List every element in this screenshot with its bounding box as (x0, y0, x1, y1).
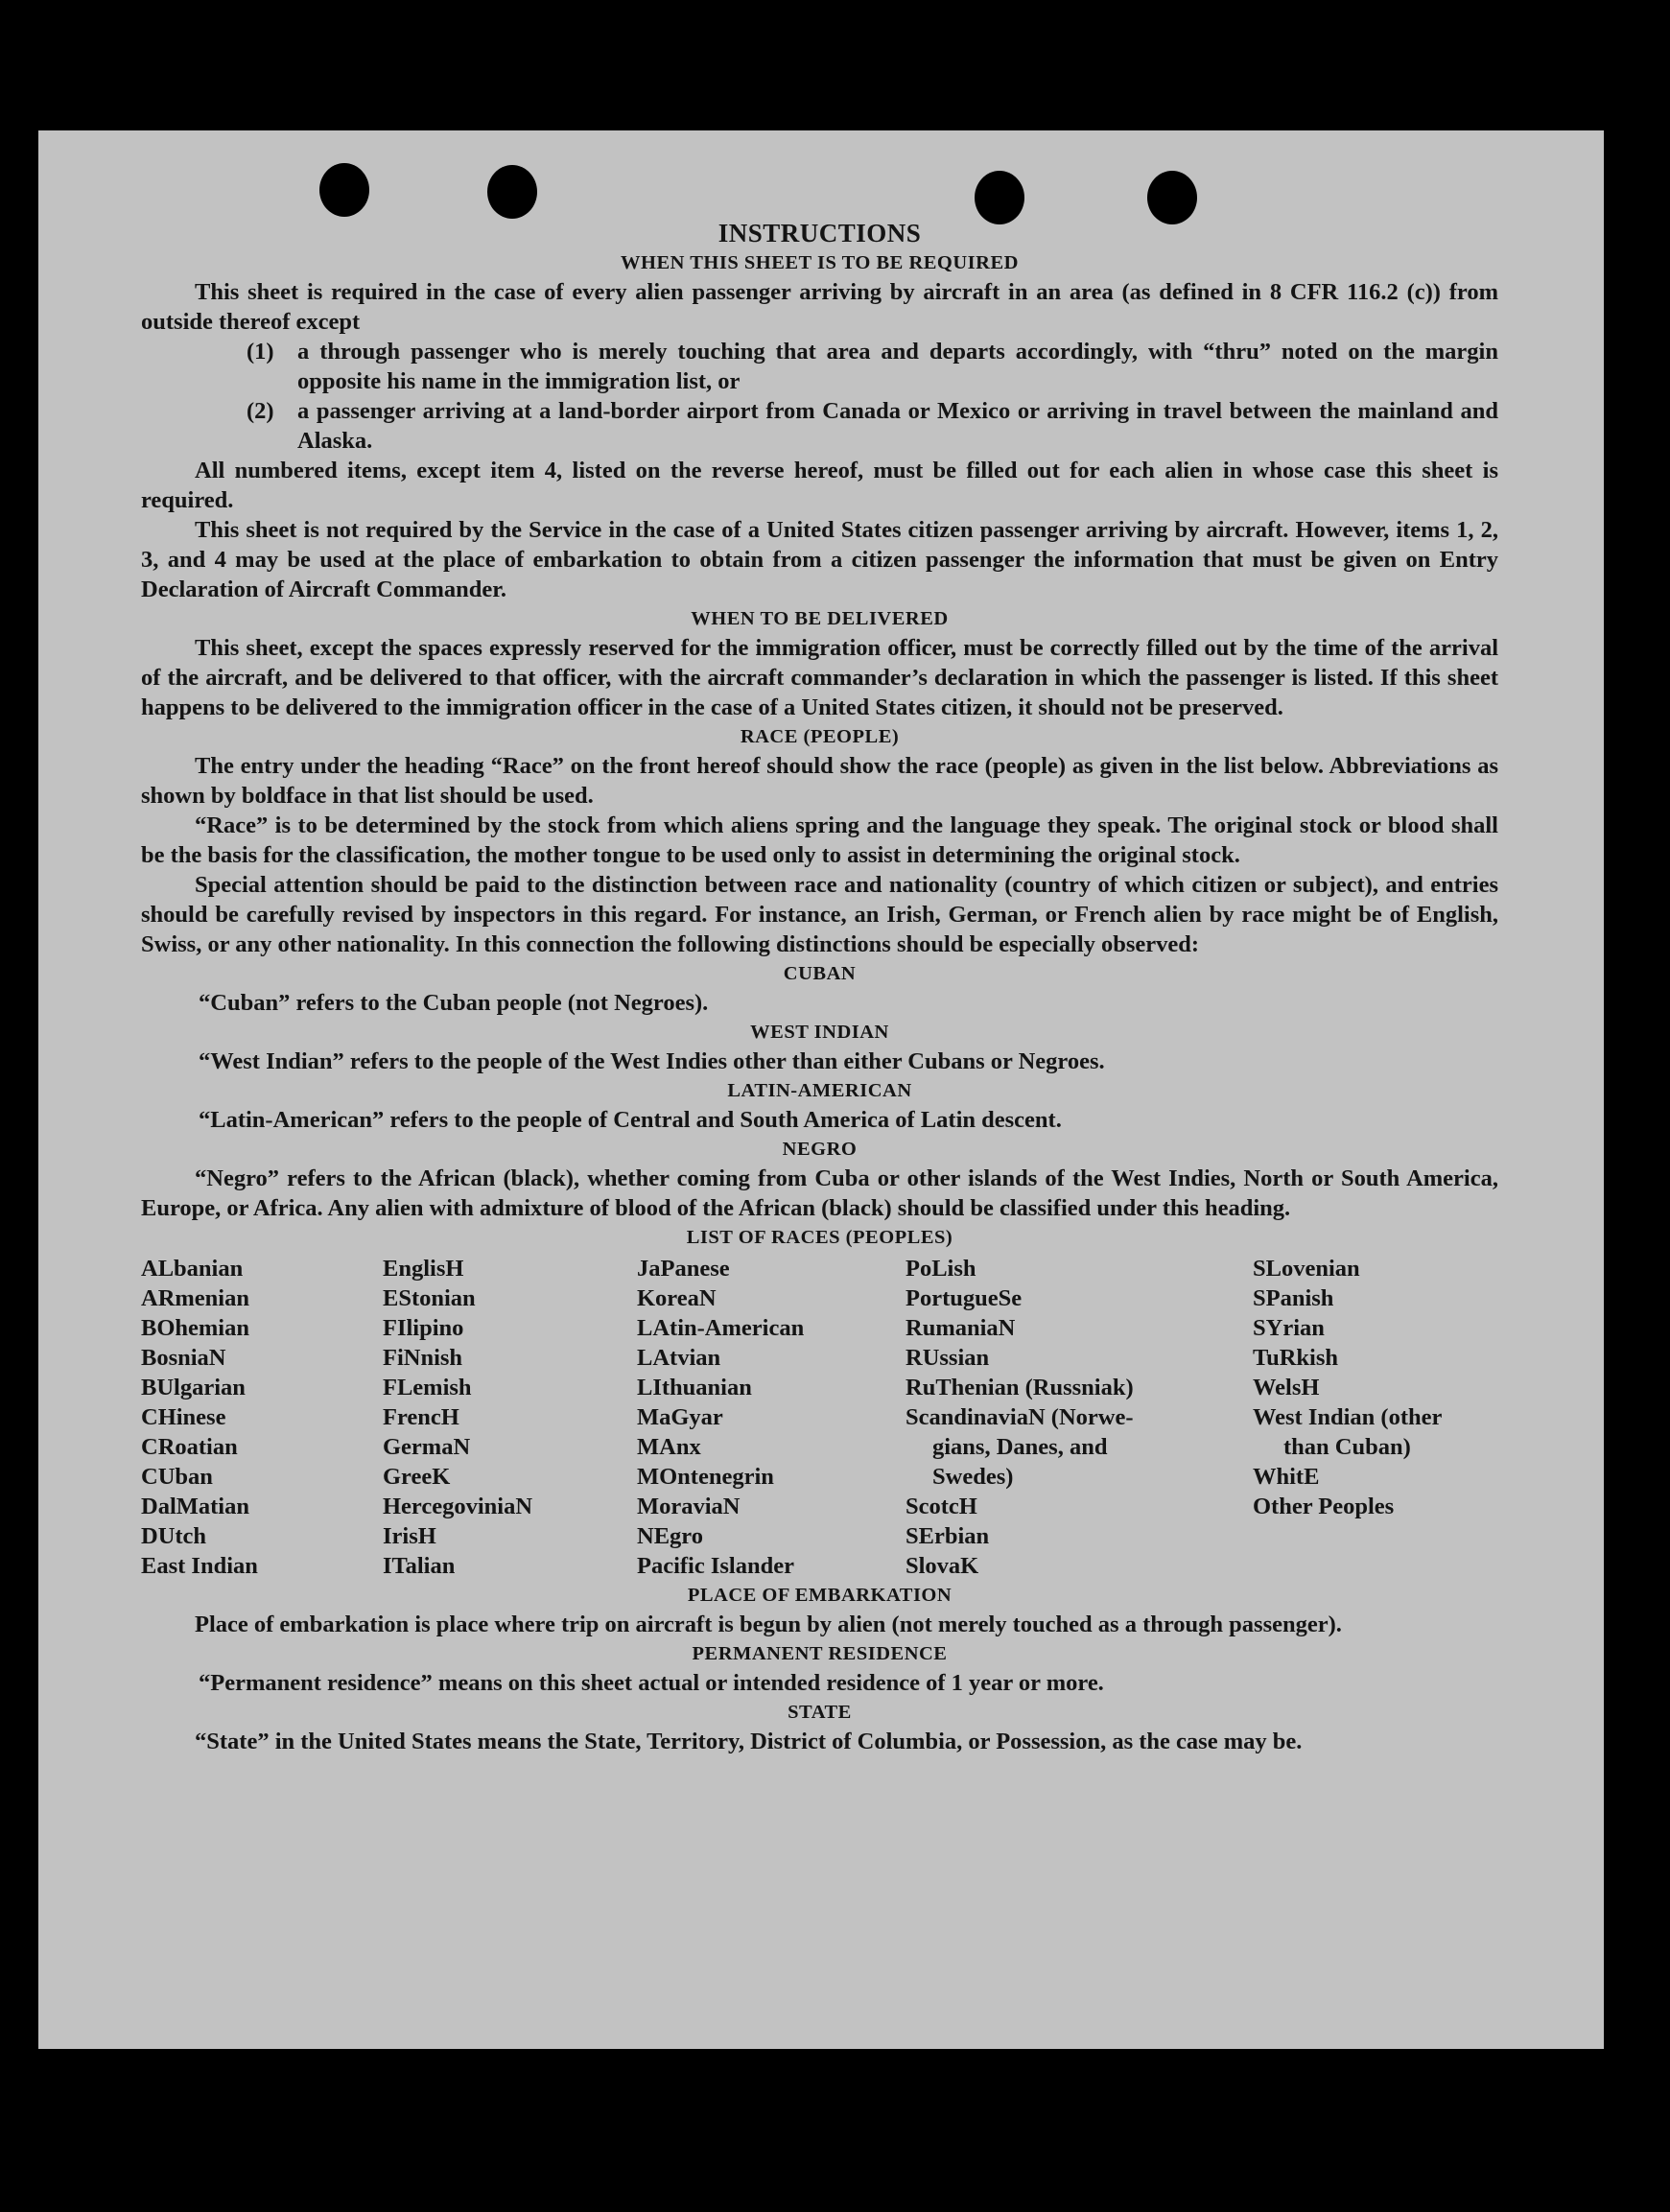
race-item: SlovaK (906, 1553, 979, 1579)
punch-hole (487, 165, 537, 219)
instructions-content (141, 219, 1498, 1756)
races-list (141, 1254, 1498, 1581)
race-item: NEgro (637, 1523, 703, 1549)
exception-item-1 (141, 337, 1498, 396)
heading-state: STATE (788, 1702, 852, 1723)
race-para-1: The entry under the heading “Race” on the front hereof should show the race (people) as given in the list below. Abbreviations as shown by boldface in that list should be used. (141, 753, 1498, 809)
race-item: LAtin-American (637, 1315, 805, 1341)
race-item: WelsH (1253, 1375, 1320, 1400)
race-item: MaGyar (637, 1404, 723, 1430)
races-column-2 (383, 1254, 637, 1581)
race-item: LAtvian (637, 1345, 721, 1371)
race-item: BosniaN (141, 1345, 226, 1371)
race-item: ITalian (383, 1553, 456, 1579)
race-item: EStonian (383, 1285, 476, 1311)
race-item: ScandinaviaN (Norwe- (906, 1404, 1134, 1430)
race-item: RumaniaN (906, 1315, 1016, 1341)
race-item: SErbian (906, 1523, 990, 1549)
exception-number: (2) (247, 398, 274, 424)
races-column-1 (141, 1254, 383, 1581)
heading-west-indian: WEST INDIAN (750, 1022, 889, 1043)
exception-text: a passenger arriving at a land-border airport from Canada or Mexico or arriving in travel between the mainland and Alaska. (297, 398, 1498, 454)
required-citizen-note: This sheet is not required by the Service in the case of a United States citizen passenger arriving by aircraft. However, items 1, 2, 3, and 4 may be used at the place of embarkation to obtain from a citizen passenger the information that must be given on Entry Declaration of Aircraft Commander. (141, 517, 1498, 602)
race-item: MAnx (637, 1434, 701, 1460)
negro-text: “Negro” refers to the African (black), whether coming from Cuba or other islands of the West Indies, North or South America, Europe, or Africa. Any alien with admixture of blood of the African (black) should be classified under this heading. (141, 1165, 1498, 1221)
race-item: FiNnish (383, 1345, 463, 1371)
west-indian-text: “West Indian” refers to the people of the West Indies other than either Cubans or Negroes. (199, 1048, 1105, 1074)
heading-when-delivered: WHEN TO BE DELIVERED (691, 608, 949, 629)
heading-list-of-races: LIST OF RACES (PEOPLES) (686, 1227, 953, 1248)
race-item: Other Peoples (1253, 1494, 1395, 1519)
latin-american-text: “Latin-American” refers to the people of Central and South America of Latin descent. (199, 1107, 1062, 1133)
heading-when-required: WHEN THIS SHEET IS TO BE REQUIRED (621, 252, 1019, 273)
punch-hole (975, 171, 1024, 224)
heading-place-of-embarkation: PLACE OF EMBARKATION (687, 1585, 953, 1606)
race-item: EnglisH (383, 1256, 464, 1282)
punch-hole (1147, 171, 1197, 224)
heading-negro: NEGRO (782, 1139, 858, 1160)
race-item: Pacific Islander (637, 1553, 794, 1579)
heading-latin-american: LATIN-AMERICAN (727, 1080, 912, 1101)
race-item: FIlipino (383, 1315, 464, 1341)
race-item: CHinese (141, 1404, 226, 1430)
race-item: SPanish (1253, 1285, 1334, 1311)
race-item: SYrian (1253, 1315, 1325, 1341)
race-item-continued: Swedes) (932, 1464, 1014, 1490)
race-item: RuThenian (Russniak) (906, 1375, 1134, 1400)
races-column-4 (906, 1254, 1253, 1581)
residence-text: “Permanent residence” means on this sheet actual or intended residence of 1 year or more. (199, 1670, 1104, 1696)
race-item: BUlgarian (141, 1375, 246, 1400)
race-item: CRoatian (141, 1434, 238, 1460)
race-item: FLemish (383, 1375, 472, 1400)
race-item: MoraviaN (637, 1494, 741, 1519)
race-item: DalMatian (141, 1494, 249, 1519)
race-item: WhitE (1253, 1464, 1320, 1490)
race-item: East Indian (141, 1553, 258, 1579)
race-item: IrisH (383, 1523, 436, 1549)
punch-hole (319, 163, 369, 217)
race-item: FrencH (383, 1404, 459, 1430)
race-item: PoLish (906, 1256, 976, 1282)
race-item: RUssian (906, 1345, 990, 1371)
race-item: GreeK (383, 1464, 451, 1490)
required-numbered-items: All numbered items, except item 4, listed on the reverse hereof, must be filled out for each alien in whose case this sheet is required. (141, 458, 1498, 513)
race-item-continued: gians, Danes, and (932, 1434, 1108, 1460)
race-item: West Indian (other (1253, 1404, 1443, 1430)
race-item: ScotcH (906, 1494, 977, 1519)
required-intro: This sheet is required in the case of every alien passenger arriving by aircraft in an area (as defined in 8 CFR 116.2 (c)) from outside thereof except (141, 279, 1498, 335)
state-text: “State” in the United States means the State, Territory, District of Columbia, or Possession, as the case may be. (195, 1729, 1303, 1754)
race-item-continued: than Cuban) (1283, 1434, 1411, 1460)
race-para-3: Special attention should be paid to the distinction between race and nationality (country of which citizen or subject), and entries should be carefully revised by inspectors in this regard. For instance, an Irish, German, or French alien by race might be of English, Swiss, or any other nationality. In this connection the following distinctions should be especially observed: (141, 872, 1498, 957)
heading-permanent-residence: PERMANENT RESIDENCE (692, 1643, 948, 1664)
page-title: INSTRUCTIONS (717, 219, 922, 247)
heading-cuban: CUBAN (783, 963, 857, 984)
race-item: ARmenian (141, 1285, 249, 1311)
race-item: ALbanian (141, 1256, 244, 1282)
race-item: JaPanese (637, 1256, 730, 1282)
race-item: HercegoviniaN (383, 1494, 533, 1519)
race-item: SLovenian (1253, 1256, 1360, 1282)
race-item: PortugueSe (906, 1285, 1023, 1311)
race-item: MOntenegrin (637, 1464, 774, 1490)
race-item: CUban (141, 1464, 213, 1490)
cuban-text: “Cuban” refers to the Cuban people (not Negroes). (199, 990, 709, 1016)
race-item: KoreaN (637, 1285, 717, 1311)
embarkation-text: Place of embarkation is place where trip on aircraft is begun by alien (not merely touched as a through passenger). (195, 1612, 1342, 1637)
delivered-text: This sheet, except the spaces expressly reserved for the immigration officer, must be correctly filled out by the time of the arrival of the aircraft, and be delivered to that officer, with the aircraft commander’s declaration in which the passenger is listed. If this sheet happens to be delivered to the immigration officer in the case of a United States citizen, it should not be preserved. (141, 635, 1498, 720)
race-item: DUtch (141, 1523, 207, 1549)
race-item: TuRkish (1253, 1345, 1339, 1371)
races-column-5 (1253, 1254, 1493, 1581)
exception-item-2 (141, 396, 1498, 456)
race-para-2: “Race” is to be determined by the stock from which aliens spring and the language they speak. The original stock or blood shall be the basis for the classification, the mother tongue to be used only to assist in determining the original stock. (141, 812, 1498, 868)
race-item: BOhemian (141, 1315, 249, 1341)
race-item: GermaN (383, 1434, 471, 1460)
race-item: LIthuanian (637, 1375, 752, 1400)
exception-text: a through passenger who is merely touching that area and departs accordingly, with “thru” noted on the margin opposite his name in the immigration list, or (297, 339, 1498, 394)
races-column-3 (637, 1254, 906, 1581)
exception-number: (1) (247, 339, 274, 365)
heading-race: RACE (PEOPLE) (740, 726, 900, 747)
